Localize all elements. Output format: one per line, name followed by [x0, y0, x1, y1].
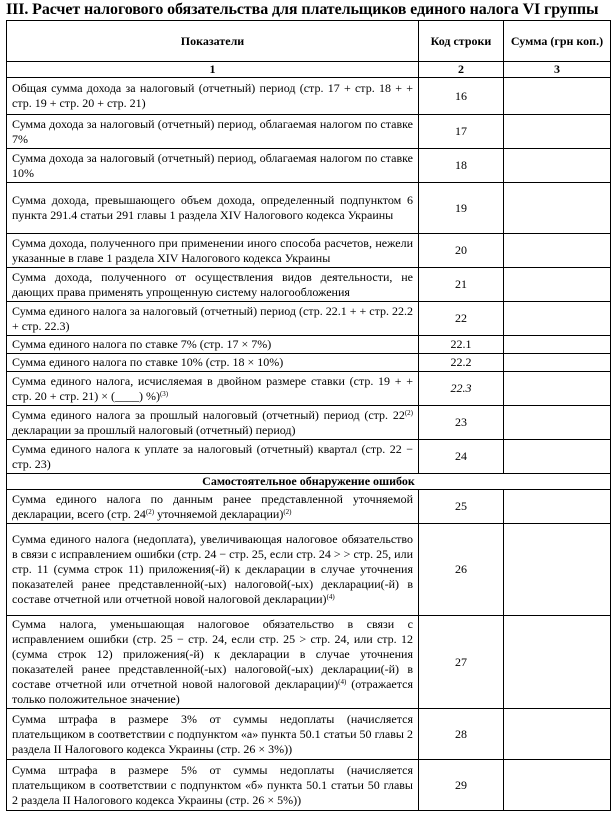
- section-title: III. Расчет налогового обязательства для плательщиков единого налога VI группы: [6, 1, 599, 18]
- amount-cell[interactable]: [504, 78, 611, 115]
- row-description: Сумма единого налога за налоговый (отчетный) период (стр. 22.1 + + стр. 22.2 + стр. 22.3): [7, 302, 419, 336]
- table-row: [7, 149, 611, 183]
- table-row: [7, 709, 611, 760]
- amount-cell[interactable]: [504, 302, 611, 336]
- amount-cell[interactable]: [504, 336, 611, 354]
- table-row: [7, 406, 611, 440]
- header-indicators: Показатели: [7, 21, 419, 62]
- row-code: 27: [419, 616, 504, 709]
- footnote-ref: (4): [338, 678, 347, 686]
- section-header-row: [7, 474, 611, 490]
- row-description: Сумма единого налога к уплате за налоговый (отчетный) квартал (стр. 22 − стр. 23): [7, 440, 419, 474]
- row-description-text: Сумма единого налога, исчисляемая в двойном размере ставки (стр. 19 + + стр. 20 + стр. 21) × (____) %): [12, 373, 413, 403]
- row-description: Общая сумма дохода за налоговый (отчетный) период (стр. 17 + стр. 18 + + стр. 19 + стр. 20 + стр. 21): [7, 78, 419, 115]
- row-code: 29: [419, 760, 504, 811]
- row-description: Сумма дохода за налоговый (отчетный) период, облагаемая налогом по ставке 10%: [7, 149, 419, 183]
- row-code: 17: [419, 115, 504, 149]
- amount-cell[interactable]: [504, 372, 611, 406]
- row-description-text: уточняемой декларации): [154, 506, 284, 521]
- row-description-text: Сумма налога, уменьшающая налоговое обязательство в связи с исправлением ошибки (стр. 25 − стр. 24, если стр. 25 > стр. 24, или стр. 12 (сумма строк 12) приложения(-й) к декларации в случае уточнения показателей ранее представленной(-ых) налоговой(-ых) декларации(-й) в составе отчетной или отчетной новой налоговой декларации): [12, 617, 413, 691]
- row-description: [7, 406, 419, 440]
- table-row: [7, 234, 611, 268]
- amount-cell[interactable]: [504, 616, 611, 709]
- amount-cell[interactable]: [504, 760, 611, 811]
- section-header: Самостоятельное обнаружение ошибок: [7, 474, 611, 490]
- row-code: 23: [419, 406, 504, 440]
- row-code: 16: [419, 78, 504, 115]
- row-description: Сумма дохода, превышающего объем дохода, определенный подпунктом 6 пункта 291.4 статьи 291 главы 1 раздела XIV Налогового кодекса Украины: [7, 183, 419, 234]
- header-line-code: Код строки: [419, 21, 504, 62]
- amount-cell[interactable]: [504, 354, 611, 372]
- table-row: [7, 268, 611, 302]
- table-row: [7, 524, 611, 616]
- table-row: [7, 302, 611, 336]
- column-number: 1: [7, 62, 419, 78]
- table-row: [7, 760, 611, 811]
- footnote-ref: (2): [404, 408, 413, 417]
- amount-cell[interactable]: [504, 115, 611, 149]
- row-description-text: Сумма единого налога за прошлый налоговый (отчетный) период (стр. 22: [12, 407, 405, 422]
- row-code: 18: [419, 149, 504, 183]
- row-code: 26: [419, 524, 504, 616]
- table-row: [7, 372, 611, 406]
- row-description: Сумма штрафа в размере 3% от суммы недоплаты (начисляется плательщиком в соответствии с подпунктом «а» пункта 50.1 статьи 50 главы 2 раздела II Налогового кодекса Украины (стр. 26 × 3%)): [7, 709, 419, 760]
- table-row: [7, 354, 611, 372]
- amount-cell[interactable]: [504, 490, 611, 524]
- row-description: Сумма дохода, полученного от осуществления видов деятельности, не дающих права применять упрощенную систему налогообложения: [7, 268, 419, 302]
- column-number: 3: [504, 62, 611, 78]
- row-description: [7, 616, 419, 709]
- amount-cell[interactable]: [504, 406, 611, 440]
- table-row: [7, 616, 611, 709]
- row-description: [7, 524, 419, 616]
- row-code: 22.2: [419, 354, 504, 372]
- row-code: 22.3: [419, 372, 504, 406]
- amount-cell[interactable]: [504, 709, 611, 760]
- column-number: 2: [419, 62, 504, 78]
- row-code: 25: [419, 490, 504, 524]
- row-description: Сумма единого налога по ставке 7% (стр. 17 × 7%): [7, 336, 419, 354]
- footnote-ref: (4): [326, 593, 335, 601]
- row-description: [7, 490, 419, 524]
- table-row: [7, 115, 611, 149]
- table-row: [7, 490, 611, 524]
- amount-cell[interactable]: [504, 183, 611, 234]
- amount-cell[interactable]: [504, 268, 611, 302]
- row-code: 24: [419, 440, 504, 474]
- column-number-row: [7, 62, 611, 78]
- table-row: [7, 440, 611, 474]
- row-description-text: Сумма единого налога по данным ранее представленной уточняемой декларации, всего (стр. 24: [12, 491, 413, 521]
- footnote-ref: (2): [283, 507, 292, 516]
- footnote-ref: (3): [159, 389, 169, 398]
- row-description: [7, 372, 419, 406]
- row-description-text: Сумма единого налога (недоплата), увеличивающая налоговое обязательство в связи с исправлением ошибки (стр. 24 − стр. 25, если стр. 24 > > стр. 25, или стр. 11 (сумма строк 11) приложения(-й) к декларации в случае уточнения показателей ранее представленной(-ых) налоговой(-ых) декларации(-й) в составе отчетной или отчетной новой налоговой декларации): [12, 532, 413, 606]
- row-code: 21: [419, 268, 504, 302]
- row-code: 28: [419, 709, 504, 760]
- table-header-row: [7, 21, 611, 62]
- row-code: 19: [419, 183, 504, 234]
- amount-cell[interactable]: [504, 440, 611, 474]
- amount-cell[interactable]: [504, 524, 611, 616]
- row-description: Сумма штрафа в размере 5% от суммы недоплаты (начисляется плательщиком в соответствии с подпунктом «б» пункта 50.1 статьи 50 главы 2 раздела II Налогового кодекса Украины (стр. 26 × 5%)): [7, 760, 419, 811]
- row-code: 22.1: [419, 336, 504, 354]
- row-description: Сумма дохода, полученного при применении иного способа расчетов, нежели указанные в главе 1 раздела XIV Налогового кодекса Украины: [7, 234, 419, 268]
- table-row: [7, 336, 611, 354]
- header-amount: Сумма (грн коп.): [504, 21, 611, 62]
- row-code: 22: [419, 302, 504, 336]
- table-row: [7, 78, 611, 115]
- tax-calculation-table: [6, 20, 611, 811]
- amount-cell[interactable]: [504, 234, 611, 268]
- row-code: 20: [419, 234, 504, 268]
- row-description-text: декларации за прошлый налоговый (отчетный) период): [12, 422, 296, 437]
- amount-cell[interactable]: [504, 149, 611, 183]
- row-description: Сумма дохода за налоговый (отчетный) период, облагаемая налогом по ставке 7%: [7, 115, 419, 149]
- footnote-ref: (2): [145, 507, 155, 516]
- row-description: Сумма единого налога по ставке 10% (стр. 18 × 10%): [7, 354, 419, 372]
- table-row: [7, 183, 611, 234]
- row-description-text: (отражается только положительное значение): [12, 677, 413, 706]
